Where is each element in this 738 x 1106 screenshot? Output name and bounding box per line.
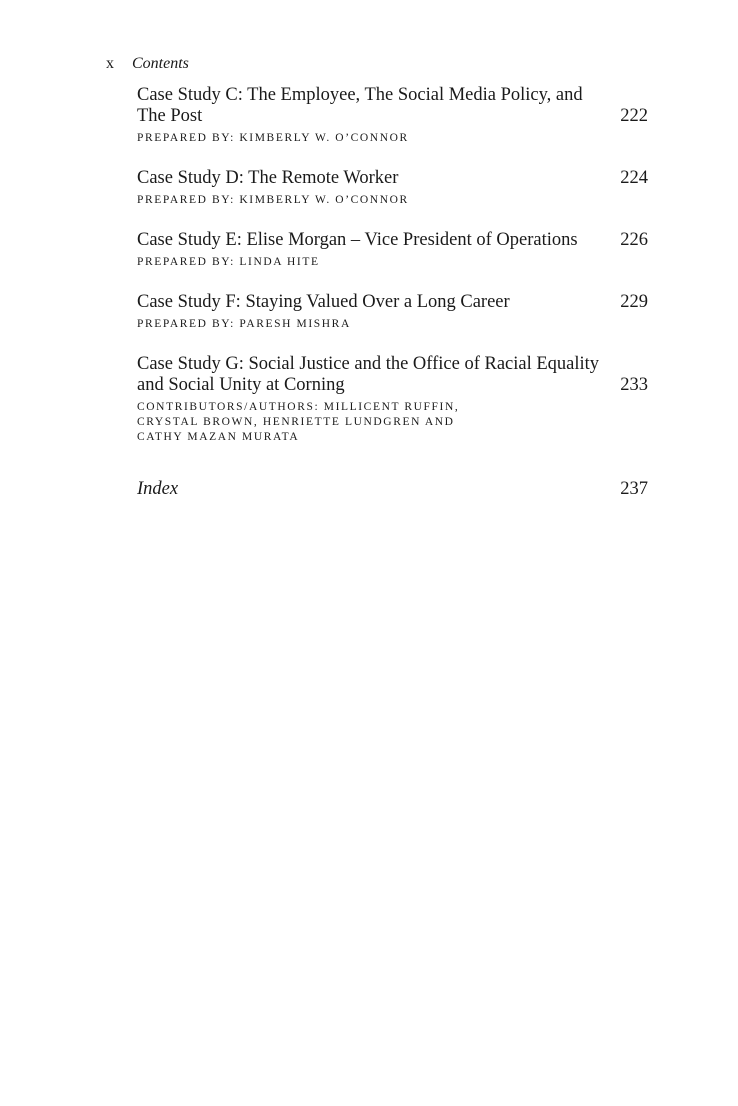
toc-entry-index[interactable]	[137, 479, 648, 500]
toc-entry-row	[137, 354, 648, 396]
toc-entry-title: Case Study C: The Employee, The Social Media Policy, and The Post	[137, 85, 583, 126]
toc-entry-row	[137, 479, 648, 500]
running-head	[106, 54, 189, 74]
toc-index-title: Index	[137, 479, 179, 499]
toc-entry-credit: PREPARED BY: LINDA HITE	[137, 256, 320, 268]
running-head-title: Contents	[132, 55, 189, 72]
toc-entry-case-study-e[interactable]	[137, 230, 648, 270]
toc-entry-title: Case Study E: Elise Morgan – Vice President of Operations	[137, 230, 578, 250]
toc-entry-page-number: 224	[620, 168, 648, 188]
toc-entry-row	[137, 292, 648, 313]
toc-entry-row	[137, 168, 648, 189]
page-folio: x	[106, 55, 114, 72]
toc-entry-page-number: 233	[620, 375, 648, 395]
toc-entry-case-study-g[interactable]	[137, 354, 648, 445]
toc-entry-page-number: 226	[620, 230, 648, 250]
toc-entry-title: Case Study D: The Remote Worker	[137, 168, 399, 188]
toc-entry-title: Case Study F: Staying Valued Over a Long Career	[137, 292, 510, 312]
toc-entry-case-study-f[interactable]	[137, 292, 648, 332]
toc-index-page-number: 237	[620, 479, 648, 499]
toc-entry-page-number: 222	[620, 106, 648, 126]
toc-entry-page-number: 229	[620, 292, 648, 312]
table-of-contents	[137, 85, 648, 522]
toc-entry-credit: CONTRIBUTORS/AUTHORS: MILLICENT RUFFIN, CRYSTAL BROWN, HENRIETTE LUNDGREN AND CATHY MAZAN MURATA	[137, 401, 460, 443]
toc-entry-case-study-d[interactable]	[137, 168, 648, 208]
toc-entry-credit: PREPARED BY: PARESH MISHRA	[137, 318, 351, 330]
toc-entry-row	[137, 85, 648, 127]
toc-entry-credit: PREPARED BY: KIMBERLY W. O’CONNOR	[137, 194, 409, 206]
toc-entry-row	[137, 230, 648, 251]
toc-entry-case-study-c[interactable]	[137, 85, 648, 146]
toc-entry-credit: PREPARED BY: KIMBERLY W. O’CONNOR	[137, 132, 409, 144]
toc-entry-title: Case Study G: Social Justice and the Office of Racial Equality and Social Unity at Corning	[137, 354, 600, 395]
